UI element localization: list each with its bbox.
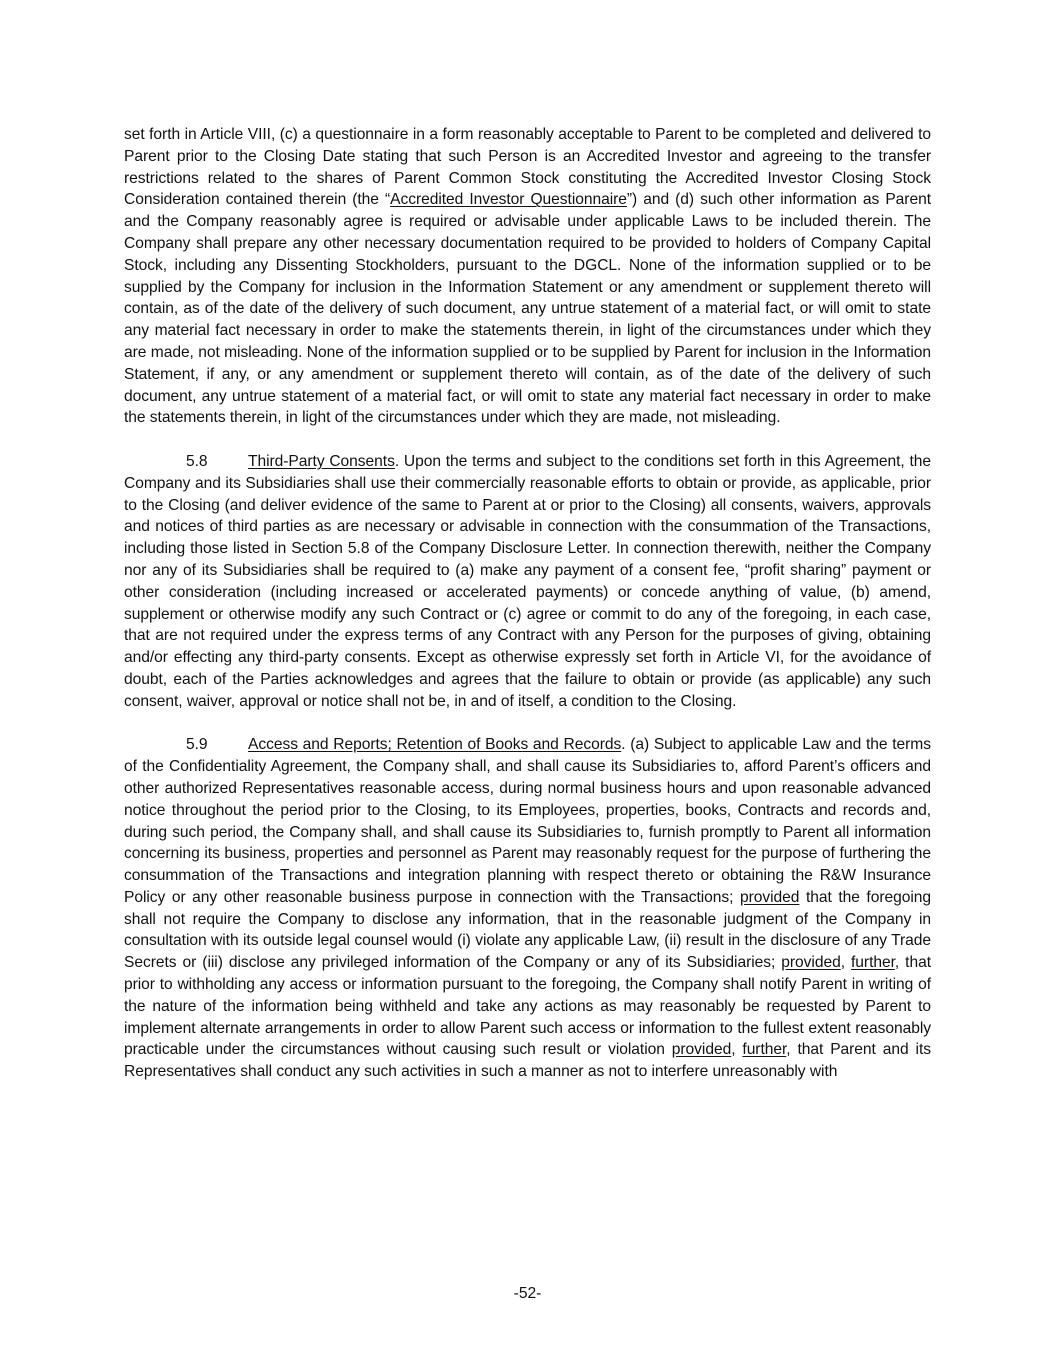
provided-term: provided [671,1041,732,1059]
punctuation: , [731,1041,743,1059]
paragraph-continuation [124,124,931,429]
paragraph-text: ”) and (d) such other information as Parent and the Company reasonably agree is required or advisable under applicable Laws to be included therein. The Company shall prepare any other necessary documentation required to be provided to holders of Company Capital Stock, including any Dissenting Stockholders, pursuant to the DGCL. None of the information supplied or to be supplied by the Company for inclusion in the Information Statement or any amendment or supplement thereto will contain, as of the date of the delivery of such document, any untrue statement of a material fact, or will omit to state any material fact necessary in order to make the statements therein, in light of the circumstances under which they are made, not misleading. None of the information supplied or to be supplied by Parent for inclusion in the Information Statement, if any, or any amendment or supplement thereto will contain, as of the date of the delivery of such document, any untrue statement of a material fact, or will omit to state any material fact necessary in order to make the statements therein, in light of the circumstances under which they are made, not misleading. [124,191,931,427]
page-number: -52- [513,1285,542,1302]
section-text: that the foregoing shall not require the Company to disclose any information, that in the reasonable judgment of the Company in consultation with its outside legal counsel would (i) violate any applicable Law, (ii) result in the disclosure of any Trade Secrets or (iii) disclose any privileged information of the Company or any of its Subsidiaries; [124,888,931,972]
defined-term: Accredited Investor Questionnaire [390,191,627,209]
further-term: further [742,1041,787,1059]
provided-term: provided [781,954,841,972]
section-heading: Third-Party Consents [248,452,395,470]
section-text: , that prior to withholding any access or information pursuant to the foregoing, the Company shall notify Parent in writing of the nature of the information being withheld and take any actions as may reasonably be requested by Parent to implement alternate arrangements in order to allow Parent such access or information to the fullest extent reasonably practicable under the circumstances without causing such result or violation [124,954,931,1059]
punctuation: , [840,954,852,972]
paragraph-text: set forth in Article VIII, (c) a questionnaire in a form reasonably acceptable to Parent to be completed and delivered to Parent prior to the Closing Date stating that such Person is an Accredited Investor and agreeing to the transfer restrictions related to the shares of Parent Common Stock constituting the Accredited Investor Closing Stock Consideration contained therein (the “ [124,126,931,209]
section-heading: Access and Reports; Retention of Books and Records [248,736,622,754]
section-number: 5.9 [186,736,208,754]
section-text: , that Parent and its Representatives shall conduct any such activities in such a manner as not to interfere unreasonably with [124,1041,931,1081]
section-5-9 [124,734,931,1083]
section-text: . Upon the terms and subject to the conditions set forth in this Agreement, the Company and its Subsidiaries shall use their commercially reasonable efforts to obtain or provide, as applicable, prior to the Closing (and deliver evidence of the same to Parent at or prior to the Closing) all consents, waivers, approvals and notices of third parties as are necessary or advisable in connection with the consummation of the Transactions, including those listed in Section 5.8 of the Company Disclosure Letter. In connection therewith, neither the Company nor any of its Subsidiaries shall be required to (a) make any payment of a consent fee, “profit sharing” payment or other consideration (including increased or accelerated payments) or concede anything of value, (b) amend, supplement or otherwise modify any such Contract or (c) agree or commit to do any of the foregoing, in each case, that are not required under the express terms of any Contract with any Person for the purposes of giving, obtaining and/or effecting any third-party consents. Except as otherwise expressly set forth in Article VI, for the avoidance of doubt, each of the Parties acknowledges and agrees that the failure to obtain or provide (as applicable) any such consent, waiver, approval or notice shall not be, in and of itself, a condition to the Closing. [124,452,932,710]
section-5-8 [124,451,931,713]
provided-term: provided [739,888,800,906]
section-text: . (a) Subject to applicable Law and the terms of the Confidentiality Agreement, the Company shall, and shall cause its Subsidiaries to, afford Parent’s officers and other authorized Representatives reasonable access, during normal business hours and upon reasonable advanced notice throughout the period prior to the Closing, to its Employees, properties, books, Contracts and records and, during such period, the Company shall, and shall cause its Subsidiaries to, furnish promptly to Parent all information concerning its business, properties and personnel as Parent may reasonably request for the purpose of furthering the consummation of the Transactions and integration planning with respect thereto or obtaining the R&W Insurance Policy or any other reasonable business purpose in connection with the Transactions; [124,736,931,906]
further-term: further [851,954,895,972]
section-number: 5.8 [186,452,208,470]
document-body [124,124,931,1105]
